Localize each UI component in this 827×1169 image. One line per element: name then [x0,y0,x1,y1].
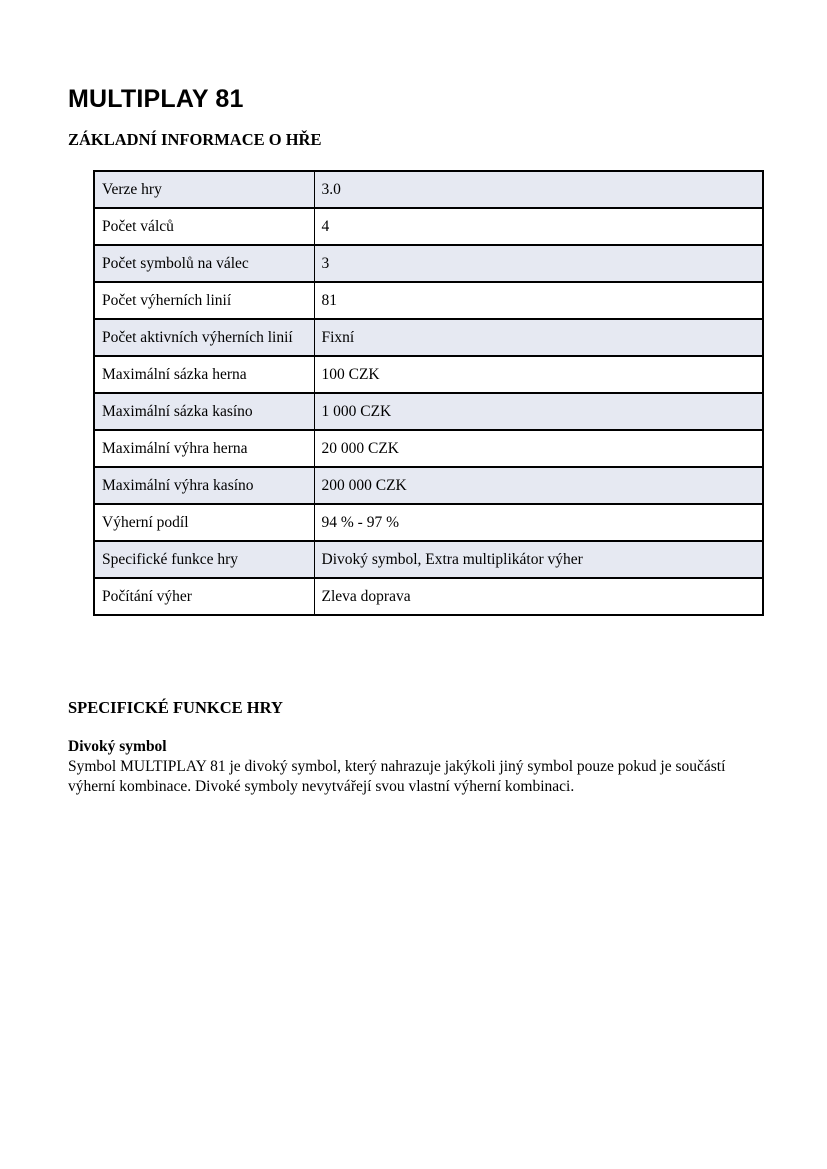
row-value: 3 [314,245,763,282]
row-value: 100 CZK [314,356,763,393]
row-label: Výherní podíl [94,504,314,541]
row-label: Specifické funkce hry [94,541,314,578]
row-label: Počet symbolů na válec [94,245,314,282]
row-value: Zleva doprava [314,578,763,615]
page-title: MULTIPLAY 81 [68,85,244,113]
row-label: Maximální sázka herna [94,356,314,393]
row-value: 1 000 CZK [314,393,763,430]
row-label: Maximální sázka kasíno [94,393,314,430]
row-value: 3.0 [321,180,341,198]
wild-symbol-section [68,736,732,797]
table-row [94,282,763,319]
section-basic-info-heading: ZÁKLADNÍ INFORMACE O HŘE [68,130,322,149]
table-row [94,171,763,208]
row-label: Počítání výher [94,578,314,615]
table-row [94,504,763,541]
table-row [94,245,763,282]
table-row [94,356,763,393]
table-row [94,208,763,245]
row-label: Maximální výhra kasíno [94,467,314,504]
row-value: 81 [314,282,763,319]
table-row [94,319,763,356]
table-row [94,541,763,578]
game-info-table [93,170,764,616]
row-label: Maximální výhra herna [94,430,314,467]
game-info-table-body [94,171,763,615]
row-value: Divoký symbol, Extra multiplikátor výher [314,541,763,578]
section-specific-functions-heading: SPECIFICKÉ FUNKCE HRY [68,698,283,717]
row-value: 94 % - 97 % [314,504,763,541]
table-row [94,578,763,615]
row-label: Počet aktivních výherních linií [94,319,314,356]
table-row [94,467,763,504]
wild-symbol-paragraph: Symbol MULTIPLAY 81 je divoký symbol, který nahrazuje jakýkoli jiný symbol pouze pokud je součástí výherní kombinace. Divoké symboly nevytvářejí svou vlastní výherní kombinaci. [68,758,726,795]
row-value: 20 000 CZK [314,430,763,467]
row-label: Počet výherních linií [94,282,314,319]
row-value: 4 [314,208,763,245]
row-label: Verze hry [94,171,314,208]
row-value: Fixní [314,319,763,356]
row-value: 200 000 CZK [314,467,763,504]
table-row [94,430,763,467]
table-row [94,393,763,430]
row-label: Počet válců [94,208,314,245]
wild-symbol-heading: Divoký symbol [68,738,167,755]
